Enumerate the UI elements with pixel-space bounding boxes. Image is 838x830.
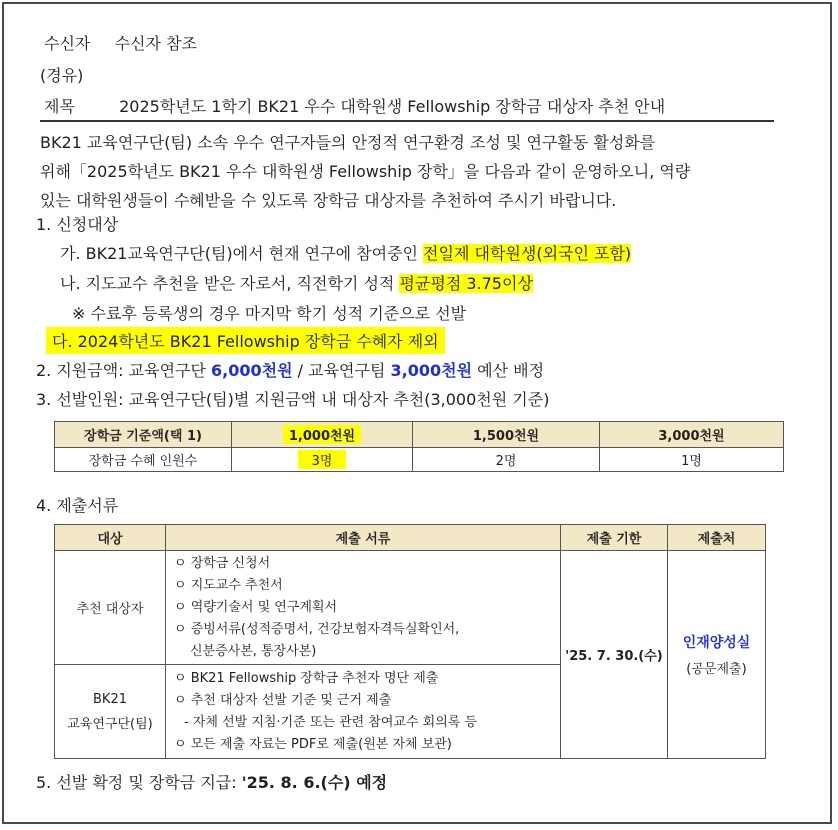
section2-middle: / 교육연구팀 <box>292 361 391 380</box>
recipient-label: 수신자 <box>44 34 91 53</box>
section1-title: 1. 신청대상 <box>36 215 119 234</box>
section1-item-c: 다. 2024학년도 BK21 Fellowship 장학금 수혜자 제외 <box>46 327 445 354</box>
quota-row-label: 장학금 수혜 인원수 <box>55 448 232 472</box>
quota-header-1000 <box>232 422 413 448</box>
documents-table <box>54 524 766 759</box>
docs-row2-target <box>55 665 166 759</box>
quota-value-3000: 1명 <box>600 448 784 472</box>
section1-item-b <box>60 271 533 294</box>
section1-item-a <box>60 241 631 264</box>
section2-prefix: 2. 지원금액: 교육연구단 <box>36 361 212 380</box>
quota-header-1500: 1,500천원 <box>413 422 600 448</box>
subject-divider <box>40 120 774 122</box>
quota-header-label: 장학금 기준액(택 1) <box>55 422 232 448</box>
list-item: ㅇ 장학금 신청서 <box>174 555 271 571</box>
section1-note: ※ 수료후 등록생의 경우 마지막 학기 성적 기준으로 선발 <box>72 304 467 323</box>
quota-value-1000-text: 3명 <box>298 450 347 469</box>
section5-date: '25. 8. 6.(수) 예정 <box>241 773 388 792</box>
docs-header-documents: 제출 서류 <box>166 525 561 551</box>
quota-value-1500: 2명 <box>413 448 600 472</box>
docs-row1-list <box>166 551 561 665</box>
item-b-text: 나. 지도교수 추천을 받은 자로서, 직전학기 성적 <box>60 274 400 293</box>
section2-suffix: 예산 배정 <box>472 361 545 380</box>
list-item: ㅇ 모든 제출 자료는 PDF로 제출(원본 자체 보관) <box>174 736 452 752</box>
item-a-highlight: 전일제 대학원생(외국인 포함) <box>423 244 632 263</box>
via-label: (경유) <box>40 66 84 85</box>
section4-title: 4. 제출서류 <box>36 496 119 515</box>
list-item: - 자체 선발 지침·기준 또는 관련 참여교수 회의록 등 <box>184 714 478 730</box>
destination-method: (공문제출) <box>686 662 747 677</box>
docs-row1-target: 추천 대상자 <box>55 551 166 665</box>
docs-destination <box>668 551 766 759</box>
intro-line: BK21 교육연구단(팀) 소속 우수 연구자들의 안정적 연구환경 조성 및 연구활동 활성화를 <box>40 133 656 152</box>
list-item: ㅇ BK21 Fellowship 장학금 추천자 명단 제출 <box>174 670 439 686</box>
docs-deadline: '25. 7. 30.(수) <box>561 551 668 759</box>
section2-amount-team: 3,000천원 <box>390 361 473 380</box>
recipient-value: 수신자 참조 <box>114 34 197 53</box>
row2-target-line: 교육연구단(팀) <box>67 716 153 732</box>
row2-target-line: BK21 <box>93 691 127 707</box>
intro-line: 있는 대학원생들이 수혜받을 수 있도록 장학금 대상자를 추천하여 주시기 바랍니다. <box>40 191 617 210</box>
section5-prefix: 5. 선발 확정 및 장학금 지급: <box>36 773 242 792</box>
list-item: ㅇ 증빙서류(성적증명서, 건강보험자격득실확인서, <box>174 621 460 637</box>
intro-line: 위해「2025학년도 BK21 우수 대학원생 Fellowship 장학」을 다음과 같이 운영하오니, 역량 <box>40 162 691 181</box>
quota-value-1000 <box>232 448 413 472</box>
docs-row2-list <box>166 665 561 759</box>
subject-value: 2025학년도 1학기 BK21 우수 대학원생 Fellowship 장학금 대상자 추천 안내 <box>119 97 666 116</box>
quota-header-1000-text: 1,000천원 <box>283 425 361 444</box>
destination-office: 인재양성실 <box>682 635 751 651</box>
list-item: ㅇ 추천 대상자 선발 기준 및 근거 제출 <box>174 692 392 708</box>
docs-header-deadline: 제출 기한 <box>561 525 668 551</box>
section5-line <box>36 770 387 793</box>
item-a-text: 가. BK21교육연구단(팀)에서 현재 연구에 참여중인 <box>60 244 424 263</box>
section2-amount-center: 6,000천원 <box>211 361 293 380</box>
subject-row <box>44 94 665 117</box>
quota-table <box>54 421 784 472</box>
subject-label: 제목 <box>44 97 75 116</box>
section2-line <box>36 358 544 381</box>
quota-header-3000: 3,000천원 <box>600 422 784 448</box>
item-b-highlight: 평균평점 3.75이상 <box>399 274 533 293</box>
docs-header-target: 대상 <box>55 525 166 551</box>
recipient-row <box>44 31 197 54</box>
intro-paragraph <box>40 128 690 215</box>
docs-header-destination: 제출처 <box>668 525 766 551</box>
list-item: ㅇ 지도교수 추천서 <box>174 577 283 593</box>
list-item: ㅇ 역량기술서 및 연구계획서 <box>174 599 338 615</box>
section3-title: 3. 선발인원: 교육연구단(팀)별 지원금액 내 대상자 추천(3,000천원 기준) <box>36 390 550 409</box>
list-item: 신분증사본, 통장사본) <box>190 643 317 659</box>
